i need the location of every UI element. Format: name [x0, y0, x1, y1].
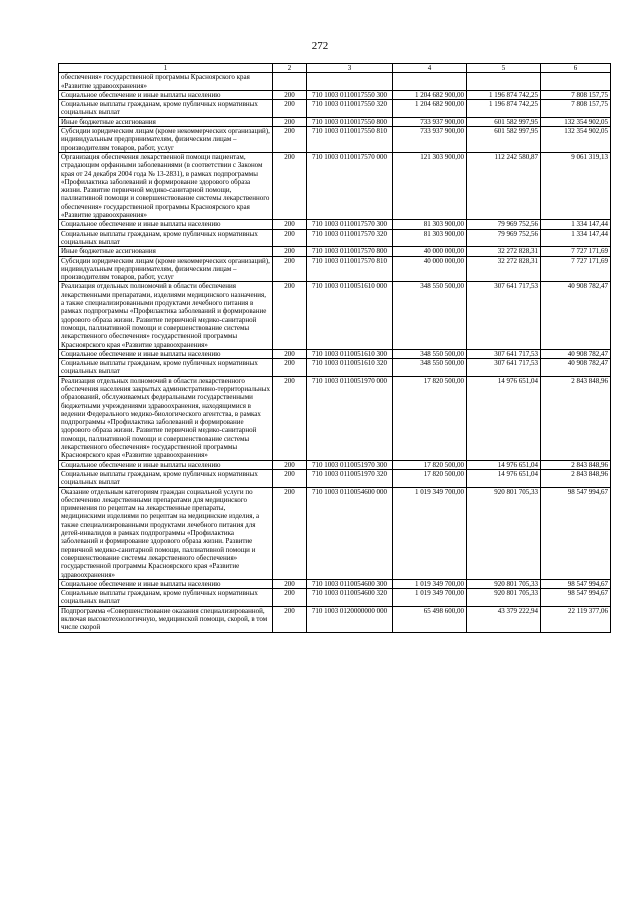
budget-table: [58, 63, 611, 633]
row-classification-code: [307, 73, 393, 91]
row-classification-code: 710 1003 0110017570 800: [307, 247, 393, 256]
row-approved-amount: 65 498 600,00: [393, 606, 467, 632]
row-executed-amount: 79 969 752,56: [467, 229, 541, 247]
row-unexecuted-amount: 132 354 902,05: [541, 127, 611, 153]
row-description: Социальные выплаты гражданам, кроме публичных нормативных социальных выплат: [59, 100, 273, 118]
row-executed-amount: 920 801 705,33: [467, 487, 541, 579]
row-description: Субсидии юридическим лицам (кроме некоммерческих организаций), индивидуальным предпринимателям, физическим лицам – производителям товаров, работ, услуг: [59, 256, 273, 282]
row-approved-amount: 348 550 500,00: [393, 359, 467, 377]
column-header: 3: [307, 64, 393, 73]
row-approved-amount: 1 204 682 900,00: [393, 90, 467, 99]
row-approved-amount: 121 303 900,00: [393, 152, 467, 219]
row-executed-amount: 14 976 651,04: [467, 469, 541, 487]
row-line-code: 200: [273, 247, 307, 256]
table-row: [59, 460, 611, 469]
table-row: [59, 359, 611, 377]
row-unexecuted-amount: 1 334 147,44: [541, 229, 611, 247]
row-approved-amount: 348 550 500,00: [393, 282, 467, 349]
row-unexecuted-amount: 22 119 377,06: [541, 606, 611, 632]
row-unexecuted-amount: 40 908 782,47: [541, 349, 611, 358]
row-classification-code: 710 1003 0110017570 300: [307, 220, 393, 229]
row-line-code: 200: [273, 100, 307, 118]
table-row: [59, 256, 611, 282]
row-executed-amount: 307 641 717,53: [467, 359, 541, 377]
table-row: [59, 90, 611, 99]
table-row: [59, 229, 611, 247]
row-line-code: 200: [273, 376, 307, 460]
row-unexecuted-amount: 40 908 782,47: [541, 359, 611, 377]
table-row: [59, 589, 611, 607]
row-classification-code: 710 1003 0110051610 300: [307, 349, 393, 358]
row-unexecuted-amount: 40 908 782,47: [541, 282, 611, 349]
row-description: Социальные выплаты гражданам, кроме публичных нормативных социальных выплат: [59, 469, 273, 487]
row-executed-amount: 307 641 717,53: [467, 282, 541, 349]
row-classification-code: 710 1003 0110051610 000: [307, 282, 393, 349]
row-description: Социальное обеспечение и иные выплаты населению: [59, 579, 273, 588]
row-classification-code: 710 1003 0110017550 810: [307, 127, 393, 153]
row-unexecuted-amount: 7 808 157,75: [541, 100, 611, 118]
row-unexecuted-amount: 98 547 994,67: [541, 487, 611, 579]
table-header-row: [59, 64, 611, 73]
row-description: Подпрограмма «Совершенствование оказания специализированной, включая высокотехнологичную, медицинской помощи, скорой, в том числе скорой: [59, 606, 273, 632]
row-classification-code: 710 1003 0110017570 000: [307, 152, 393, 219]
row-description: Иные бюджетные ассигнования: [59, 117, 273, 126]
table-row: [59, 487, 611, 579]
row-unexecuted-amount: [541, 73, 611, 91]
row-description: Социальные выплаты гражданам, кроме публичных нормативных социальных выплат: [59, 359, 273, 377]
row-unexecuted-amount: 1 334 147,44: [541, 220, 611, 229]
table-row: [59, 73, 611, 91]
row-description: Реализация отдельных полномочий в области обеспечения лекарственными препаратами, изделиями медицинского назначения, а также специализированными продуктами лечебного питания в рамках подпрограммы «Профилактика заболеваний и формирование здорового образа жизни. Развитие первичной медико-санитарной помощи, паллиативной помощи и совершенствование системы лекарственного обеспечения» государственной программы Красноярского края «Развитие здравоохранения»: [59, 282, 273, 349]
row-line-code: 200: [273, 359, 307, 377]
row-classification-code: 710 1003 0110017570 320: [307, 229, 393, 247]
row-approved-amount: 733 937 900,00: [393, 127, 467, 153]
table-row: [59, 220, 611, 229]
row-description: Социальное обеспечение и иные выплаты населению: [59, 349, 273, 358]
row-executed-amount: [467, 73, 541, 91]
column-header: 5: [467, 64, 541, 73]
row-unexecuted-amount: 7 727 171,69: [541, 256, 611, 282]
row-unexecuted-amount: 7 727 171,69: [541, 247, 611, 256]
row-description: Иные бюджетные ассигнования: [59, 247, 273, 256]
page-number: 272: [311, 40, 329, 52]
row-executed-amount: 601 582 997,95: [467, 127, 541, 153]
row-approved-amount: 40 000 000,00: [393, 256, 467, 282]
table-row: [59, 247, 611, 256]
row-line-code: 200: [273, 349, 307, 358]
table-row: [59, 606, 611, 632]
row-unexecuted-amount: 2 843 848,96: [541, 376, 611, 460]
row-approved-amount: 1 019 349 700,00: [393, 589, 467, 607]
row-executed-amount: 43 379 222,94: [467, 606, 541, 632]
row-approved-amount: 348 550 500,00: [393, 349, 467, 358]
row-executed-amount: 32 272 828,31: [467, 247, 541, 256]
row-approved-amount: 40 000 000,00: [393, 247, 467, 256]
table-row: [59, 469, 611, 487]
row-line-code: 200: [273, 90, 307, 99]
row-description: Социальные выплаты гражданам, кроме публичных нормативных социальных выплат: [59, 229, 273, 247]
row-line-code: 200: [273, 152, 307, 219]
row-executed-amount: 920 801 705,33: [467, 589, 541, 607]
table-row: [59, 117, 611, 126]
row-classification-code: 710 1003 0110051970 000: [307, 376, 393, 460]
row-description: Оказание отдельным категориям граждан социальной услуги по обеспечению лекарственными препаратами для медицинского применения по рецептам на лекарственные препараты, медицинскими изделиями по рецептам на медицинские изделия, а также специализированными продуктами лечебного питания для детей-инвалидов в рамках подпрограммы «Профилактика заболеваний и формирование здорового образа жизни. Развитие первичной медико-санитарной помощи, паллиативной помощи и совершенствование системы лекарственного обеспечения» государственной программы Красноярского края «Развитие здравоохранения»: [59, 487, 273, 579]
row-approved-amount: 1 204 682 900,00: [393, 100, 467, 118]
table-row: [59, 349, 611, 358]
row-executed-amount: 79 969 752,56: [467, 220, 541, 229]
row-classification-code: 710 1003 0110017570 810: [307, 256, 393, 282]
column-header: 1: [59, 64, 273, 73]
row-executed-amount: 1 196 874 742,25: [467, 90, 541, 99]
row-executed-amount: 920 801 705,33: [467, 579, 541, 588]
row-executed-amount: 601 582 997,95: [467, 117, 541, 126]
row-line-code: 200: [273, 282, 307, 349]
row-description: Реализация отдельных полномочий в области лекарственного обеспечения населения закрытых административно-территориальных образований, обслуживаемых федеральными государственными бюджетными учреждениями здравоохранения, находящимися в ведении Федерального медико-биологического агентства, в рамках подпрограммы «Профилактика заболеваний и формирование здорового образа жизни. Развитие первичной медико-санитарной помощи, паллиативной помощи и совершенствование системы лекарственного обеспечения» государственной программы Красноярского края «Развитие здравоохранения»: [59, 376, 273, 460]
row-classification-code: 710 1003 0110051610 320: [307, 359, 393, 377]
row-classification-code: 710 1003 0110054600 300: [307, 579, 393, 588]
row-executed-amount: 14 976 651,04: [467, 376, 541, 460]
row-line-code: 200: [273, 117, 307, 126]
row-line-code: 200: [273, 606, 307, 632]
table-row: [59, 152, 611, 219]
row-approved-amount: 81 303 900,00: [393, 220, 467, 229]
column-header: 4: [393, 64, 467, 73]
row-line-code: 200: [273, 469, 307, 487]
row-classification-code: 710 1003 0110017550 320: [307, 100, 393, 118]
row-line-code: 200: [273, 229, 307, 247]
row-unexecuted-amount: 2 843 848,96: [541, 460, 611, 469]
row-description: Социальное обеспечение и иные выплаты населению: [59, 90, 273, 99]
row-classification-code: 710 1003 0110017550 300: [307, 90, 393, 99]
row-executed-amount: 307 641 717,53: [467, 349, 541, 358]
row-unexecuted-amount: 98 547 994,67: [541, 589, 611, 607]
row-approved-amount: 81 303 900,00: [393, 229, 467, 247]
table-row: [59, 376, 611, 460]
table-row: [59, 127, 611, 153]
row-classification-code: 710 1003 0110054600 000: [307, 487, 393, 579]
row-line-code: 200: [273, 487, 307, 579]
row-description: Субсидии юридическим лицам (кроме некоммерческих организаций), индивидуальным предпринимателям, физическим лицам – производителям товаров, работ, услуг: [59, 127, 273, 153]
row-description: Социальное обеспечение и иные выплаты населению: [59, 460, 273, 469]
row-line-code: 200: [273, 127, 307, 153]
row-line-code: 200: [273, 220, 307, 229]
row-unexecuted-amount: 2 843 848,96: [541, 469, 611, 487]
row-approved-amount: 733 937 900,00: [393, 117, 467, 126]
column-header: 6: [541, 64, 611, 73]
row-line-code: 200: [273, 460, 307, 469]
row-description: Социальные выплаты гражданам, кроме публичных нормативных социальных выплат: [59, 589, 273, 607]
row-line-code: 200: [273, 256, 307, 282]
row-unexecuted-amount: 7 808 157,75: [541, 90, 611, 99]
row-line-code: 200: [273, 589, 307, 607]
row-description: обеспечения» государственной программы Красноярского края «Развитие здравоохранения»: [59, 73, 273, 91]
row-classification-code: 710 1003 0110017550 800: [307, 117, 393, 126]
row-approved-amount: 17 820 500,00: [393, 469, 467, 487]
row-approved-amount: [393, 73, 467, 91]
column-header: 2: [273, 64, 307, 73]
table-row: [59, 282, 611, 349]
row-approved-amount: 1 019 349 700,00: [393, 579, 467, 588]
row-executed-amount: 32 272 828,31: [467, 256, 541, 282]
row-classification-code: 710 1003 0110051970 320: [307, 469, 393, 487]
row-unexecuted-amount: 132 354 902,05: [541, 117, 611, 126]
row-classification-code: 710 1003 0110051970 300: [307, 460, 393, 469]
row-line-code: 200: [273, 579, 307, 588]
row-classification-code: 710 1003 0120000000 000: [307, 606, 393, 632]
row-description: Социальное обеспечение и иные выплаты населению: [59, 220, 273, 229]
row-executed-amount: 1 196 874 742,25: [467, 100, 541, 118]
row-approved-amount: 17 820 500,00: [393, 460, 467, 469]
row-line-code: [273, 73, 307, 91]
row-approved-amount: 1 019 349 700,00: [393, 487, 467, 579]
row-unexecuted-amount: 98 547 994,67: [541, 579, 611, 588]
table-row: [59, 100, 611, 118]
table-row: [59, 579, 611, 588]
row-unexecuted-amount: 9 061 319,13: [541, 152, 611, 219]
row-classification-code: 710 1003 0110054600 320: [307, 589, 393, 607]
row-executed-amount: 112 242 580,87: [467, 152, 541, 219]
row-description: Организация обеспечения лекарственной помощи пациентам, страдающим орфанными заболеваниями (в соответствии с Законом края от 24 декабря 2004 года № 13-2831), в рамках подпрограммы «Профилактика заболеваний и формирование здорового образа жизни. Развитие первичной медико-санитарной помощи, паллиативной помощи и совершенствование системы лекарственного обеспечения» государственной программы Красноярского края «Развитие здравоохранения»: [59, 152, 273, 219]
row-approved-amount: 17 820 500,00: [393, 376, 467, 460]
row-executed-amount: 14 976 651,04: [467, 460, 541, 469]
